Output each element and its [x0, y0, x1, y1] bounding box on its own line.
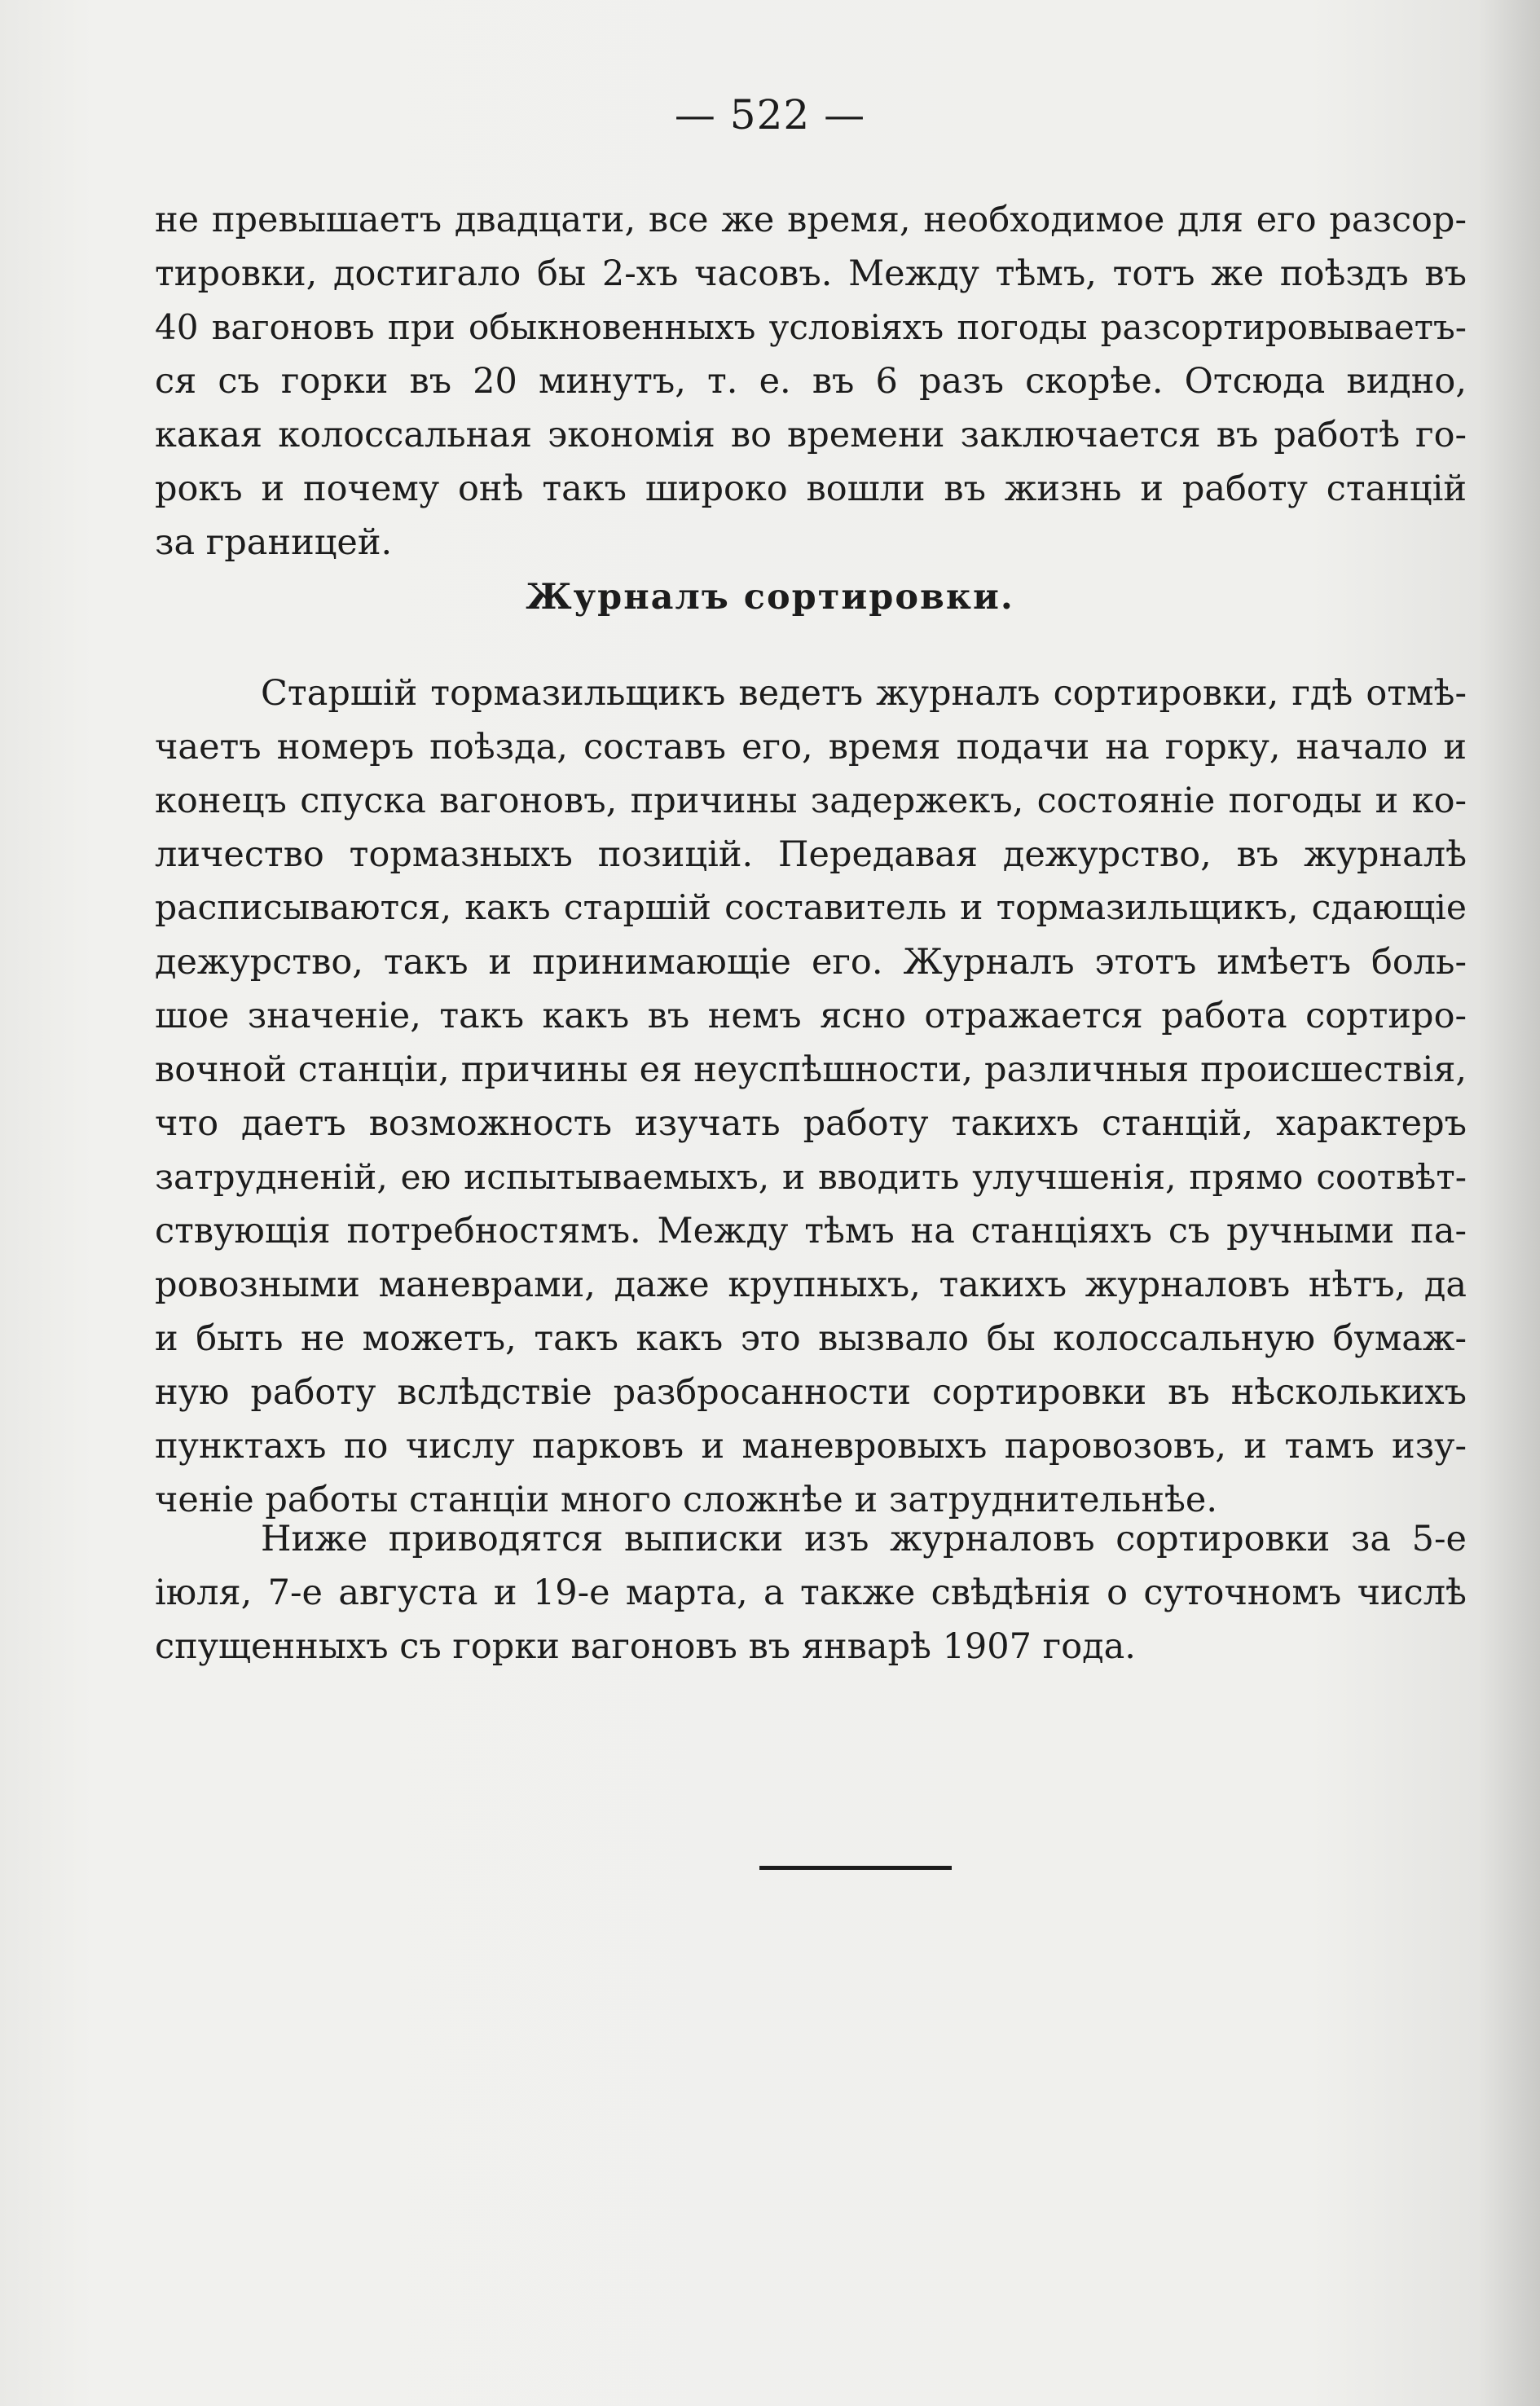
paragraph-3 [155, 1512, 1467, 1674]
text-line: ствующія потребностямъ. Между тѣмъ на станціяхъ съ ручными па- [155, 1211, 1467, 1251]
text-line: конецъ спуска вагоновъ, причины задержекъ, состояніе погоды и ко- [155, 781, 1467, 821]
text-line: что даетъ возможность изучать работу такихъ станцій, характеръ [155, 1103, 1467, 1144]
text-line: и быть не можетъ, такъ какъ это вызвало бы колоссальную бумаж- [155, 1318, 1467, 1359]
text-line: іюля, 7-е августа и 19-е марта, а также свѣдѣнія о суточномъ числѣ [155, 1572, 1467, 1613]
paragraph-1 [155, 193, 1467, 570]
text-line: 40 вагоновъ при обыкновенныхъ условіяхъ погоды разсортировываетъ- [155, 307, 1467, 347]
text-line: Ниже приводятся выписки изъ журналовъ сортировки за 5-е [261, 1519, 1467, 1559]
text-line: расписываются, какъ старшій составитель и тормазильщикъ, сдающіе [155, 888, 1467, 928]
text-line: ную работу вслѣдствіе разбросанности сортировки въ нѣсколькихъ [155, 1372, 1467, 1413]
text-line: ровозными маневрами, даже крупныхъ, такихъ журналовъ нѣтъ, да [155, 1265, 1467, 1305]
paragraph-2 [155, 666, 1467, 1527]
text-line: ченіе работы станціи много сложнѣе и затруднительнѣе. [155, 1480, 1218, 1520]
text-line: пунктахъ по числу парковъ и маневровыхъ паровозовъ, и тамъ изу- [155, 1426, 1467, 1467]
text-line: дежурство, такъ и принимающіе его. Журналъ этотъ имѣетъ боль- [155, 942, 1467, 983]
text-line: вочной станціи, причины ея неуспѣшности, различныя происшествія, [155, 1049, 1467, 1090]
text-line: какая колоссальная экономія во времени заключается въ работѣ го- [155, 415, 1467, 455]
text-line: шое значеніе, такъ какъ въ немъ ясно отражается работа сортиро- [155, 996, 1467, 1036]
text-line: рокъ и почему онѣ такъ широко вошли въ жизнь и работу станцій [155, 468, 1467, 509]
page-number: — 522 — [674, 91, 866, 139]
text-line: тировки, достигало бы 2-хъ часовъ. Между тѣмъ, тотъ же поѣздъ въ [155, 253, 1467, 294]
text-line: личество тормазныхъ позицій. Передавая дежурство, въ журналѣ [155, 834, 1467, 875]
text-line: чаетъ номеръ поѣзда, составъ его, время подачи на горку, начало и [155, 727, 1467, 768]
text-line: затрудненій, ею испытываемыхъ, и вводить улучшенія, прямо соотвѣт- [155, 1157, 1467, 1197]
end-separator-rule [759, 1866, 952, 1870]
text-line: не превышаетъ двадцати, все же время, необходимое для его разсор- [155, 200, 1467, 240]
text-line: Старшій тормазильщикъ ведетъ журналъ сортировки, гдѣ отмѣ- [261, 673, 1467, 714]
text-line: спущенныхъ съ горки вагоновъ въ январѣ 1907 года. [155, 1626, 1136, 1667]
section-heading: Журналъ сортировки. [526, 577, 1014, 618]
text-line: за границей. [155, 522, 393, 563]
text-line: ся съ горки въ 20 минутъ, т. е. въ 6 разъ скорѣе. Отсюда видно, [155, 361, 1467, 402]
